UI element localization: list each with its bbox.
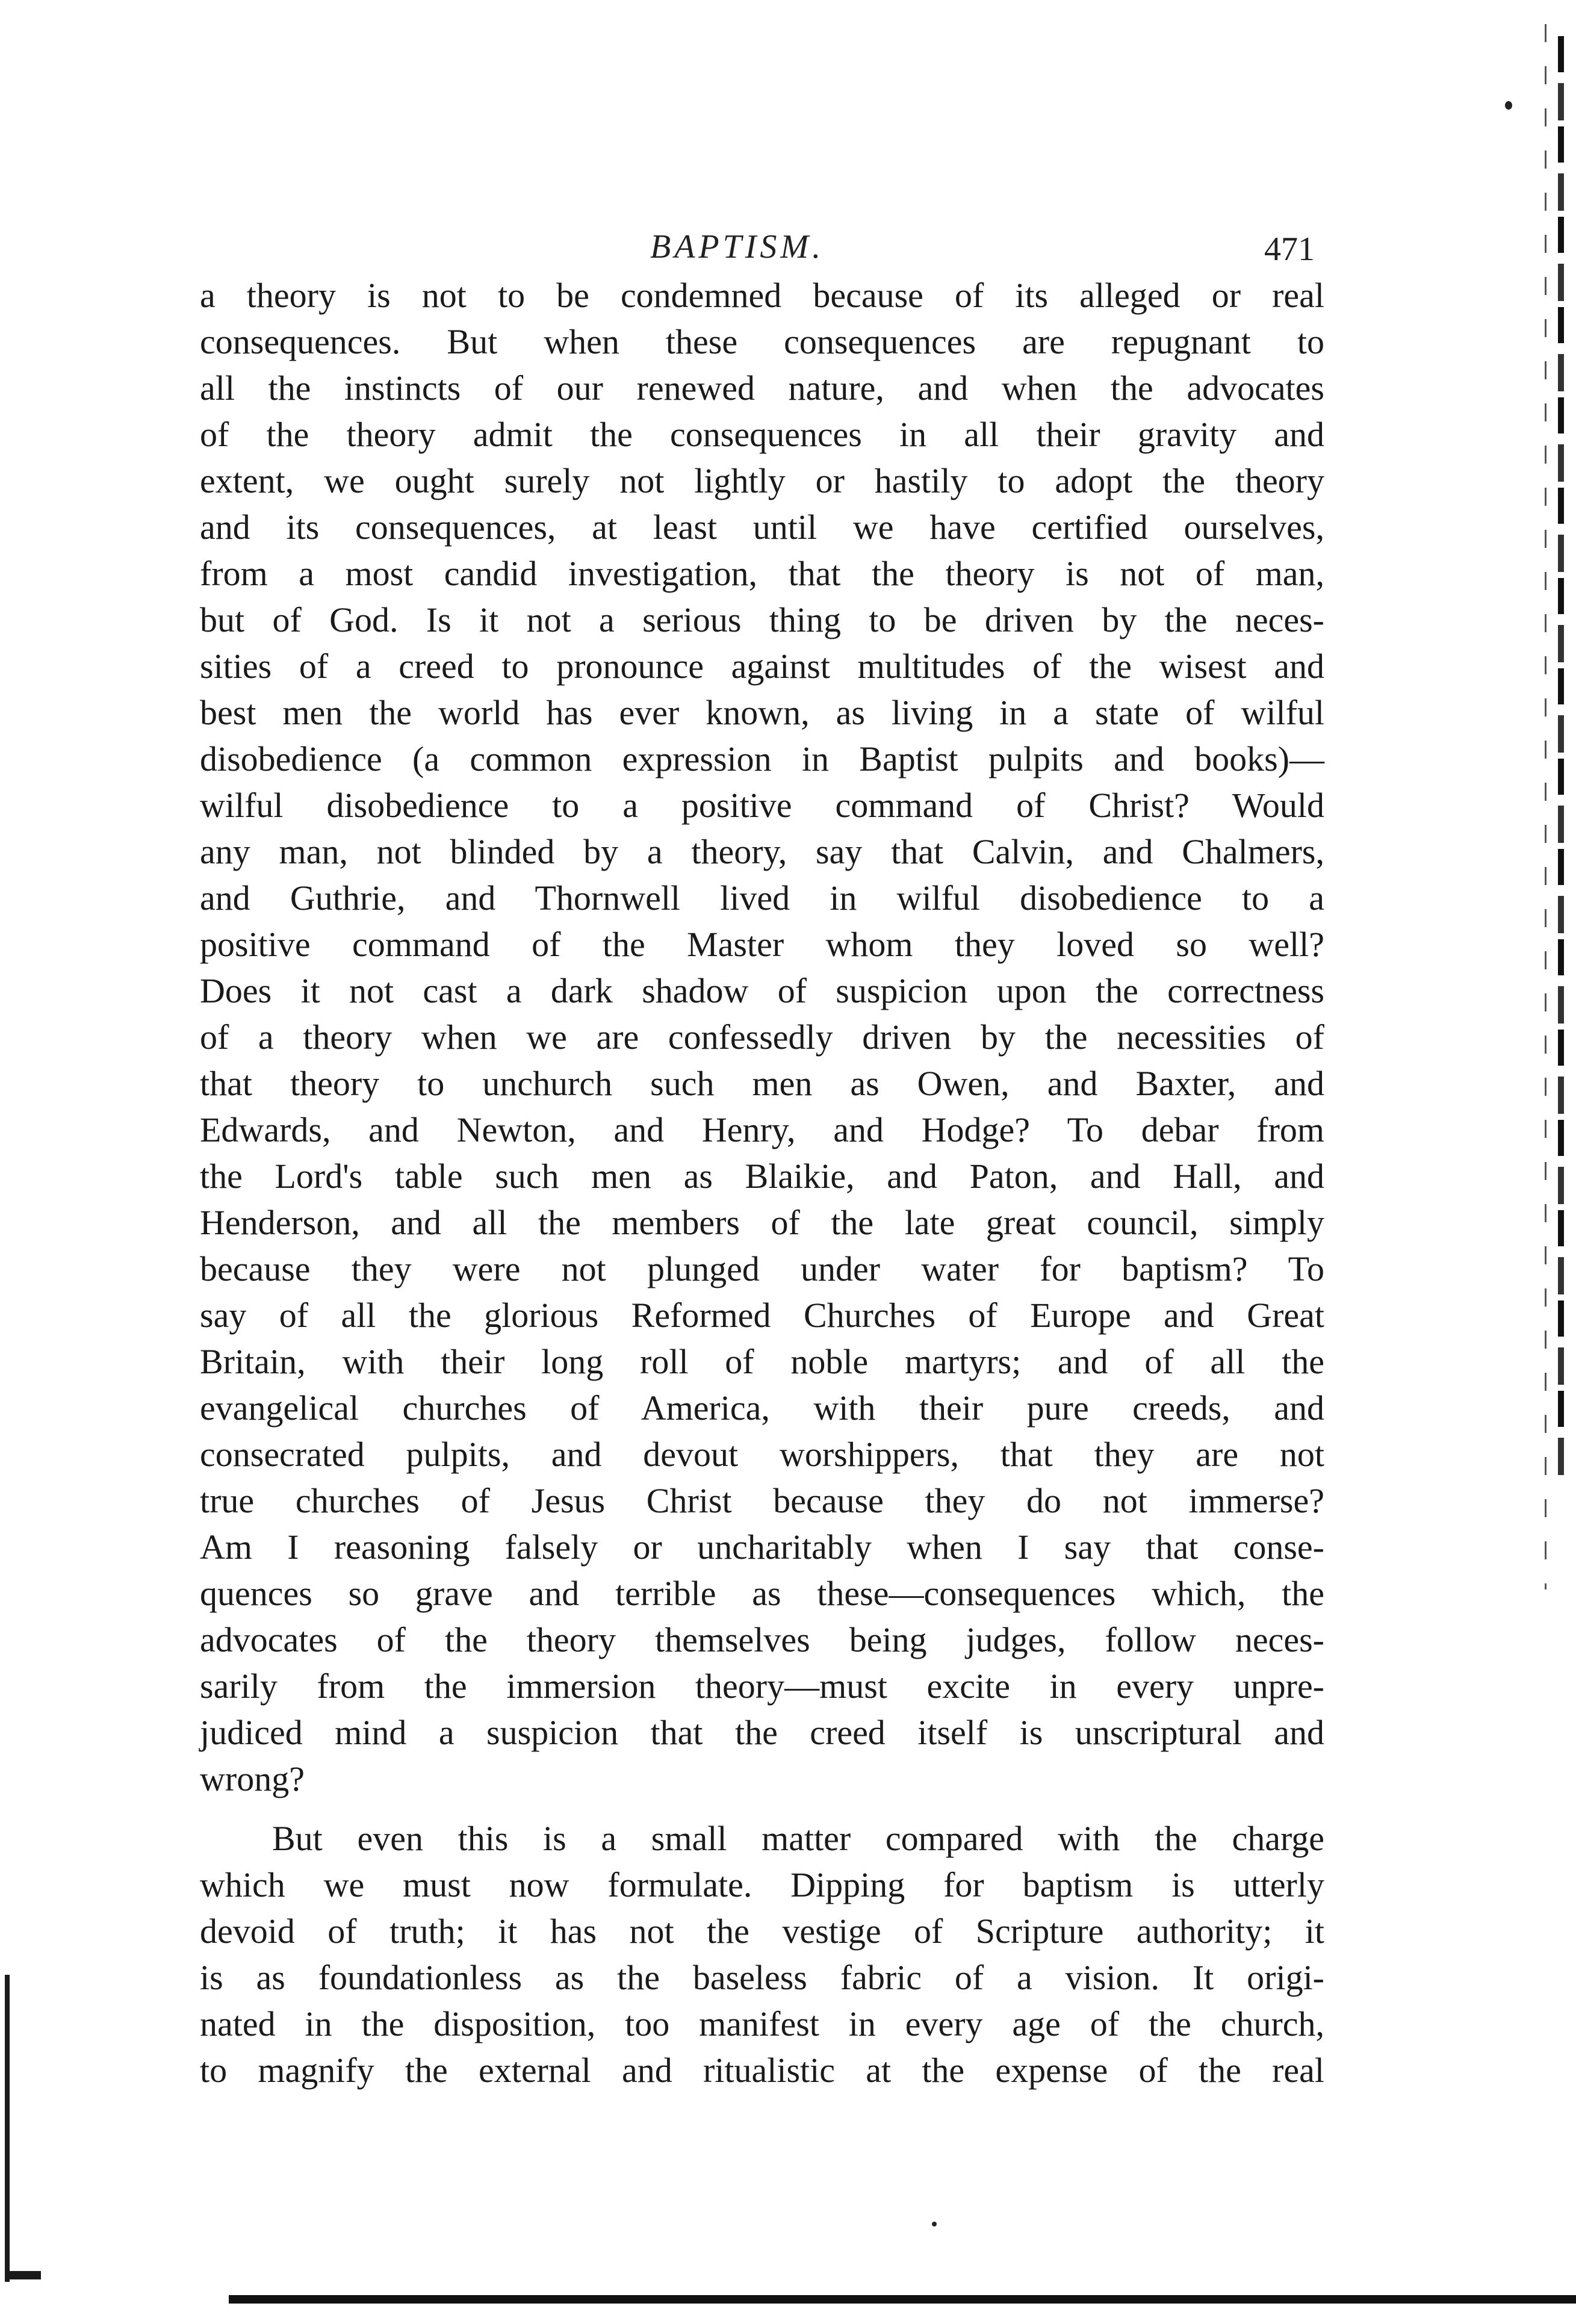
- text-line: evangelical churches of America, with their pure creeds, and: [200, 1388, 1324, 1428]
- text-line: extent, we ought surely not lightly or hastily to adopt the theory: [200, 461, 1324, 500]
- text-line: Does it not cast a dark shadow of suspicion upon the correctness: [200, 971, 1324, 1010]
- text-line: wrong?: [200, 1759, 305, 1798]
- text-line: advocates of the theory themselves being judges, follow neces-: [200, 1620, 1324, 1659]
- text-line: to magnify the external and ritualistic at the expense of the real: [200, 2051, 1324, 2090]
- page-number: 471: [1264, 231, 1315, 268]
- text-line: Am I reasoning falsely or uncharitably when I say that conse-: [200, 1527, 1324, 1567]
- scan-dot: [932, 2222, 937, 2226]
- text-line: of a theory when we are confessedly driven by the necessities of: [200, 1018, 1324, 1057]
- text-line: from a most candid investigation, that the theory is not of man,: [200, 554, 1324, 593]
- text-line: consequences. But when these consequences are repugnant to: [200, 322, 1324, 361]
- text-line: the Lord's table such men as Blaikie, and Paton, and Hall, and: [200, 1157, 1324, 1196]
- text-line: of the theory admit the consequences in all their gravity and: [200, 415, 1324, 454]
- text-line: true churches of Jesus Christ because they do not immerse?: [200, 1481, 1324, 1520]
- text-line: consecrated pulpits, and devout worshippers, that they are not: [200, 1435, 1324, 1474]
- text-line: that theory to unchurch such men as Owen, and Baxter, and: [200, 1064, 1324, 1103]
- text-line: any man, not blinded by a theory, say that Calvin, and Chalmers,: [200, 832, 1324, 871]
- text-line: judiced mind a suspicion that the creed itself is unscriptural and: [200, 1713, 1324, 1752]
- text-line: a theory is not to be condemned because of its alleged or real: [200, 276, 1324, 315]
- scan-edge-right-thin: [1545, 24, 1547, 1589]
- text-line: which we must now formulate. Dipping for baptism is utterly: [200, 1865, 1324, 1904]
- body-text: [200, 272, 1324, 2093]
- text-line: because they were not plunged under water for baptism? To: [200, 1249, 1324, 1288]
- scan-left-mark: [5, 1975, 10, 2282]
- text-line: but of God. Is it not a serious thing to be driven by the neces-: [200, 600, 1324, 639]
- text-line: all the instincts of our renewed nature, and when the advocates: [200, 368, 1324, 408]
- scan-left-base: [5, 2271, 41, 2279]
- text-line: sities of a creed to pronounce against multitudes of the wisest and: [200, 647, 1324, 686]
- text-line: positive command of the Master whom they loved so well?: [200, 925, 1324, 964]
- text-line: But even this is a small matter compared with the charge: [272, 1819, 1324, 1858]
- scan-bottom-bar: [229, 2295, 1576, 2304]
- scan-edge-right: [1558, 36, 1564, 1481]
- text-line: is as foundationless as the baseless fabric of a vision. It origi-: [200, 1958, 1324, 1997]
- text-line: devoid of truth; it has not the vestige of Scripture authority; it: [200, 1912, 1324, 1951]
- text-line: disobedience (a common expression in Baptist pulpits and books)—: [200, 739, 1324, 778]
- text-line: Henderson, and all the members of the late great council, simply: [200, 1203, 1324, 1242]
- paragraph-gap: [200, 1802, 1324, 1815]
- text-line: and its consequences, at least until we have certified ourselves,: [200, 508, 1324, 547]
- text-line: best men the world has ever known, as living in a state of wilful: [200, 693, 1324, 732]
- text-line: sarily from the immersion theory—must excite in every unpre-: [200, 1667, 1324, 1706]
- text-line: Edwards, and Newton, and Henry, and Hodge? To debar from: [200, 1110, 1324, 1149]
- running-head: BAPTISM.: [650, 228, 825, 266]
- scan-dot: [1505, 101, 1512, 110]
- text-line: and Guthrie, and Thornwell lived in wilful disobedience to a: [200, 878, 1324, 918]
- text-line: Britain, with their long roll of noble martyrs; and of all the: [200, 1342, 1324, 1381]
- text-line: say of all the glorious Reformed Churches of Europe and Great: [200, 1296, 1324, 1335]
- text-line: quences so grave and terrible as these—consequences which, the: [200, 1574, 1324, 1613]
- text-line: nated in the disposition, too manifest in every age of the church,: [200, 2004, 1324, 2043]
- text-line: wilful disobedience to a positive command of Christ? Would: [200, 786, 1324, 825]
